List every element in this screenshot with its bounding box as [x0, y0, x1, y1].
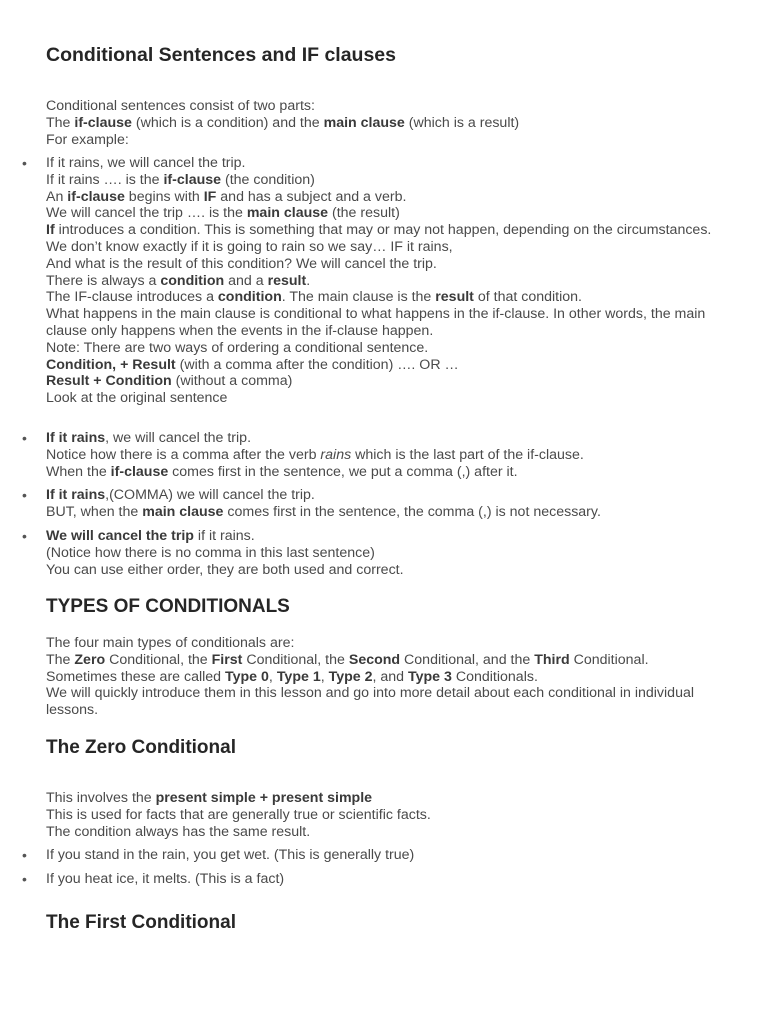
text-line: [46, 340, 736, 357]
text-line: [46, 115, 736, 132]
text-run: Notice how there is a comma after the verb: [46, 446, 321, 463]
bold-text: if-clause: [67, 188, 125, 205]
text-line: [46, 239, 736, 256]
text-run: BUT, when the: [46, 503, 143, 520]
section-heading-types: TYPES OF CONDITIONALS: [46, 596, 290, 617]
text-run: (the result): [328, 205, 400, 222]
text-line: [46, 685, 736, 719]
text-run: This involves the: [46, 790, 156, 806]
text-line: [46, 256, 736, 273]
text-run: (which is a result): [404, 114, 520, 131]
text-run: ,: [320, 668, 329, 685]
text-line: [46, 824, 736, 841]
text-line: [46, 447, 736, 464]
text-line: [46, 669, 736, 686]
text-line: [46, 306, 736, 340]
text-run: if it rains.: [193, 528, 255, 544]
bold-text: Third: [534, 651, 570, 668]
bold-text: main clause: [142, 503, 224, 520]
bold-text: result: [435, 289, 474, 306]
bold-text: main clause: [323, 114, 405, 131]
text-run: which is the last part of the if-clause.: [351, 446, 584, 463]
bold-text: If it rains: [46, 430, 106, 446]
text-run: ,(COMMA) we will cancel the trip.: [105, 487, 315, 503]
intro-paragraph: [46, 98, 736, 148]
text-run: .: [306, 272, 311, 289]
bold-text: condition: [217, 289, 282, 306]
text-run: . The main clause is the: [281, 289, 436, 306]
text-run: The four main types of conditionals are:: [46, 635, 295, 651]
text-line: [46, 205, 736, 222]
bold-text: if-clause: [110, 463, 169, 480]
bold-text: IF: [203, 188, 217, 205]
section-heading-zero: The Zero Conditional: [46, 737, 236, 758]
text-run: begins with: [124, 188, 204, 205]
text-run: comes first in the sentence, we put a comma (,) after it.: [168, 463, 518, 480]
text-line: [46, 373, 736, 390]
bullet-marker: •: [22, 430, 27, 446]
bold-text: Type 2: [328, 668, 373, 685]
zero-paragraph: [46, 790, 736, 840]
text-line: [46, 357, 736, 374]
text-run: There is always a: [46, 272, 161, 289]
text-run: Conditional sentences consist of two parts:: [46, 98, 315, 114]
text-line: [46, 871, 736, 888]
text-run: (without a comma): [171, 373, 293, 390]
text-run: What happens in the main clause is conditional to what happens in the if-clause. In other words, the main clause only happens when the events in the if-clause happen.: [46, 306, 706, 339]
text-run: of that condition.: [473, 289, 582, 306]
text-run: introduces a condition. This is something that may or may not happen, depending on the circumstances.: [54, 222, 712, 239]
bullet-item-2: [22, 430, 736, 480]
text-run: comes first in the sentence, the comma (,) is not necessary.: [223, 503, 601, 520]
text-run: If you stand in the rain, you get wet. (This is generally true): [46, 847, 415, 863]
text-line: [46, 790, 736, 807]
bold-text: Second: [348, 651, 401, 668]
zero-bullet-1: [22, 847, 736, 864]
text-line: [46, 528, 736, 545]
text-line: [46, 289, 736, 306]
text-run: (Notice how there is no comma in this last sentence): [46, 544, 375, 561]
zero-bullet-2: [22, 871, 736, 888]
text-run: An: [46, 188, 68, 205]
text-line: [46, 545, 736, 562]
text-run: and a: [224, 272, 268, 289]
page-title: Conditional Sentences and IF clauses: [46, 44, 397, 66]
text-run: We will cancel the trip …. is the: [46, 205, 247, 222]
text-run: The condition always has the same result.: [46, 823, 311, 840]
bullet-marker: •: [22, 528, 27, 544]
bold-text: present simple + present simple: [155, 790, 373, 806]
text-run: Sometimes these are called: [46, 668, 226, 685]
bold-text: If it rains: [46, 487, 106, 503]
text-line: [46, 390, 736, 407]
text-line: [46, 98, 736, 115]
section-heading-first: The First Conditional: [46, 912, 236, 933]
text-run: The IF-clause introduces a: [46, 289, 218, 306]
text-run: You can use either order, they are both used and correct.: [46, 561, 404, 578]
bold-text: Type 3: [408, 668, 452, 685]
text-line: [46, 504, 736, 521]
text-run: Conditionals.: [451, 668, 538, 685]
bold-text: Result + Condition: [46, 373, 172, 390]
text-line: [46, 807, 736, 824]
text-run: and has a subject and a verb.: [216, 188, 407, 205]
bullet-item-1: [22, 155, 736, 407]
bold-text: We will cancel the trip: [46, 528, 194, 544]
text-line: [46, 172, 736, 189]
text-run: If you heat ice, it melts. (This is a fact): [46, 871, 285, 887]
text-run: Conditional, the: [242, 651, 349, 668]
text-run: ,: [268, 668, 277, 685]
text-line: [46, 132, 736, 149]
bold-text: Type 1: [276, 668, 321, 685]
text-line: [46, 273, 736, 290]
bullet-marker: •: [22, 847, 27, 863]
text-run: Conditional, the: [105, 651, 212, 668]
bold-text: First: [211, 651, 243, 668]
bullet-item-4: [22, 528, 736, 578]
italic-text: rains: [320, 446, 352, 463]
text-line: [46, 487, 736, 504]
text-line: [46, 155, 736, 172]
text-run: Conditional, and the: [400, 651, 535, 668]
text-run: Look at the original sentence: [46, 390, 228, 407]
types-paragraph: [46, 635, 736, 719]
text-line: [46, 464, 736, 481]
bold-text: Type 0: [225, 668, 269, 685]
bullet-item-3: [22, 487, 736, 521]
text-run: And what is the result of this condition? We will cancel the trip.: [46, 255, 437, 272]
text-line: [46, 189, 736, 206]
text-run: When the: [46, 463, 111, 480]
bullet-marker: •: [22, 487, 27, 503]
text-line: [46, 847, 736, 864]
bold-text: If: [46, 222, 55, 239]
text-run: (with a comma after the condition) …. OR …: [175, 356, 459, 373]
bold-text: main clause: [246, 205, 329, 222]
text-run: We don’t know exactly if it is going to rain so we say… IF it rains,: [46, 238, 453, 255]
bold-text: Condition, + Result: [46, 356, 176, 373]
text-run: We will quickly introduce them in this lesson and go into more detail about each conditional in individual lessons.: [46, 685, 695, 719]
text-run: (the condition): [221, 171, 315, 188]
text-line: [46, 652, 736, 669]
text-run: If it rains …. is the: [46, 171, 164, 188]
bold-text: if-clause: [163, 171, 222, 188]
text-run: , and: [372, 668, 409, 685]
bold-text: Zero: [74, 651, 106, 668]
text-run: (which is a condition) and the: [131, 114, 324, 131]
bullet-marker: •: [22, 155, 27, 171]
text-run: The: [46, 114, 75, 131]
text-run: , we will cancel the trip.: [105, 430, 252, 446]
bullet-marker: •: [22, 871, 27, 887]
text-run: If it rains, we will cancel the trip.: [46, 155, 246, 171]
text-line: [46, 222, 736, 239]
text-line: [46, 562, 736, 579]
text-line: [46, 430, 736, 447]
text-run: The: [46, 651, 75, 668]
bold-text: if-clause: [74, 114, 132, 131]
text-run: Conditional.: [569, 651, 649, 668]
text-run: This is used for facts that are generally true or scientific facts.: [46, 806, 431, 823]
text-run: For example:: [46, 131, 129, 148]
text-run: Note: There are two ways of ordering a conditional sentence.: [46, 339, 429, 356]
text-line: [46, 635, 736, 652]
bold-text: result: [267, 272, 307, 289]
bold-text: condition: [160, 272, 225, 289]
